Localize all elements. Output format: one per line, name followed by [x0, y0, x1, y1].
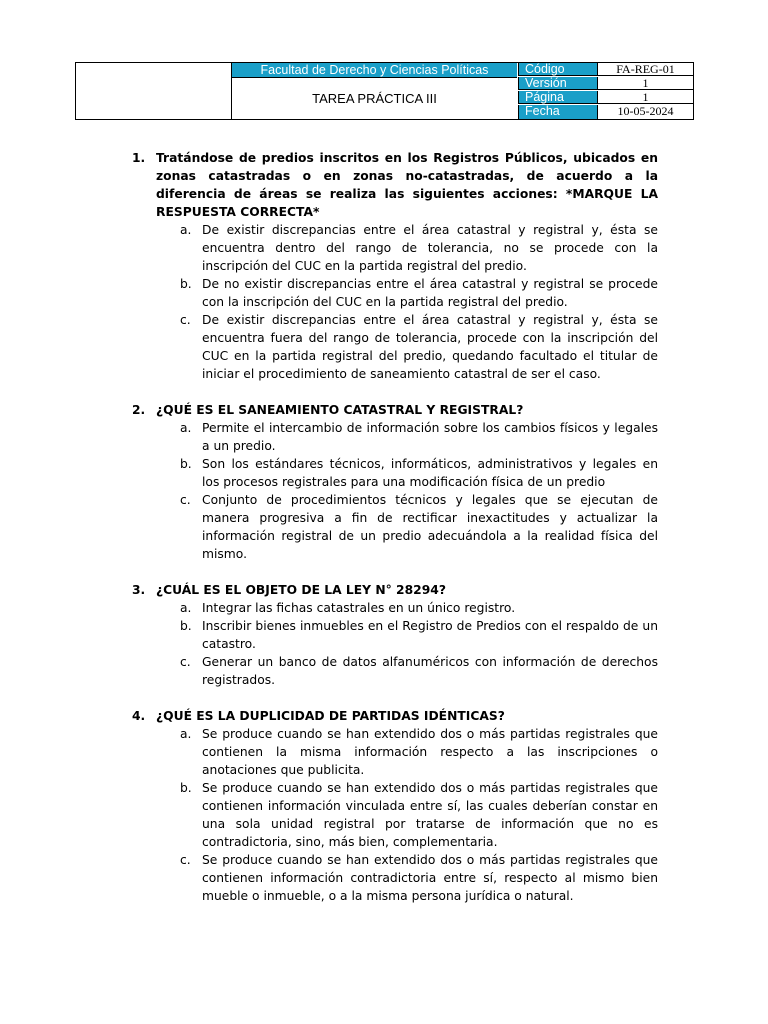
question-1: [132, 149, 658, 383]
option-text: Integrar las fichas catastrales en un único registro.: [202, 601, 516, 615]
option-c[interactable]: [156, 653, 658, 689]
page-value: 1: [597, 91, 693, 104]
questions-list: [132, 149, 658, 923]
option-b[interactable]: [156, 455, 658, 491]
option-letter: a.: [180, 223, 192, 237]
question-text: ¿CUÁL ES EL OBJETO DE LA LEY N° 28294?: [156, 583, 446, 597]
option-c[interactable]: [156, 311, 658, 383]
option-b[interactable]: [156, 779, 658, 851]
question-number: 2.: [132, 403, 146, 417]
version-label: Versión: [518, 77, 597, 90]
question-text: ¿QUÉ ES EL SANEAMIENTO CATASTRAL Y REGISTRAL?: [156, 403, 524, 417]
option-letter: c.: [180, 853, 191, 867]
logo-cell: [76, 63, 232, 119]
option-letter: c.: [180, 313, 191, 327]
options-list: [156, 725, 658, 905]
option-text: Conjunto de procedimientos técnicos y legales que se ejecutan de manera progresiva a fin de rectificar inexactitudes y actualizar la información registral de un predio adecuándola a la realidad física del mismo.: [202, 493, 658, 561]
option-a[interactable]: [156, 419, 658, 455]
option-letter: b.: [180, 457, 192, 471]
page-label: Página: [518, 91, 597, 104]
option-a[interactable]: [156, 221, 658, 275]
question-number: 1.: [132, 151, 146, 165]
faculty-name: Facultad de Derecho y Ciencias Políticas: [232, 63, 517, 78]
code-value: FA-REG-01: [597, 63, 693, 76]
option-text: Generar un banco de datos alfanuméricos con información de derechos registrados.: [202, 655, 658, 687]
document-title: TAREA PRÁCTICA III: [312, 91, 437, 106]
option-b[interactable]: [156, 617, 658, 653]
options-list: [156, 599, 658, 689]
option-letter: c.: [180, 655, 191, 669]
option-text: Permite el intercambio de información sobre los cambios físicos y legales a un predio.: [202, 421, 658, 453]
option-a[interactable]: [156, 599, 658, 617]
option-text: De existir discrepancias entre el área catastral y registral y, ésta se encuentra dentro del rango de tolerancia, no se procede con la inscripción del CUC en la partida registral del predio.: [202, 223, 658, 273]
option-letter: a.: [180, 727, 192, 741]
option-c[interactable]: [156, 491, 658, 563]
option-text: Son los estándares técnicos, informáticos, administrativos y legales en los procesos registrales para una modificación física de un predio: [202, 457, 658, 489]
question-4: [132, 707, 658, 905]
question-3: [132, 581, 658, 689]
option-letter: c.: [180, 493, 191, 507]
option-letter: b.: [180, 781, 192, 795]
date-label: Fecha: [518, 105, 597, 119]
question-text: ¿QUÉ ES LA DUPLICIDAD DE PARTIDAS IDÉNTICAS?: [156, 709, 505, 723]
option-text: Se produce cuando se han extendido dos o más partidas registrales que contienen información contradictoria entre sí, respecto al mismo bien mueble o inmueble, o a la misma persona jurídica o natural.: [202, 853, 658, 903]
question-text: Tratándose de predios inscritos en los Registros Públicos, ubicados en zonas catastradas o en zonas no-catastradas, de acuerdo a la diferencia de áreas se realiza las siguientes acciones: *MARQUE LA RESPUESTA CORRECTA*: [156, 151, 658, 219]
option-letter: a.: [180, 601, 192, 615]
option-a[interactable]: [156, 725, 658, 779]
option-text: De no existir discrepancias entre el área catastral y registral se procede con la inscripción del CUC en la partida registral del predio.: [202, 277, 658, 309]
question-number: 3.: [132, 583, 146, 597]
option-letter: b.: [180, 619, 192, 633]
option-letter: a.: [180, 421, 192, 435]
document-header: [75, 62, 694, 120]
option-text: Inscribir bienes inmuebles en el Registro de Predios con el respaldo de un catastro.: [202, 619, 658, 651]
date-value: 10-05-2024: [597, 105, 693, 119]
option-text: Se produce cuando se han extendido dos o más partidas registrales que contienen información vinculada entre sí, las cuales deberían constar en una sola unidad registral por tratarse de información que no es contradictoria, sino, más bien, complementaria.: [202, 781, 658, 849]
version-value: 1: [597, 77, 693, 90]
options-list: [156, 419, 658, 563]
question-2: [132, 401, 658, 563]
code-label: Código: [518, 63, 597, 76]
option-text: De existir discrepancias entre el área catastral y registral y, ésta se encuentra fuera del rango de tolerancia, procede con la inscripción del CUC en la partida registral del predio, quedando facultado el titular de iniciar el procedimiento de saneamiento catastral de ser el caso.: [202, 313, 658, 381]
option-b[interactable]: [156, 275, 658, 311]
option-letter: b.: [180, 277, 192, 291]
options-list: [156, 221, 658, 383]
option-text: Se produce cuando se han extendido dos o más partidas registrales que contienen la misma información respecto a las inscripciones o anotaciones que publicita.: [202, 727, 658, 777]
question-number: 4.: [132, 709, 146, 723]
option-c[interactable]: [156, 851, 658, 905]
